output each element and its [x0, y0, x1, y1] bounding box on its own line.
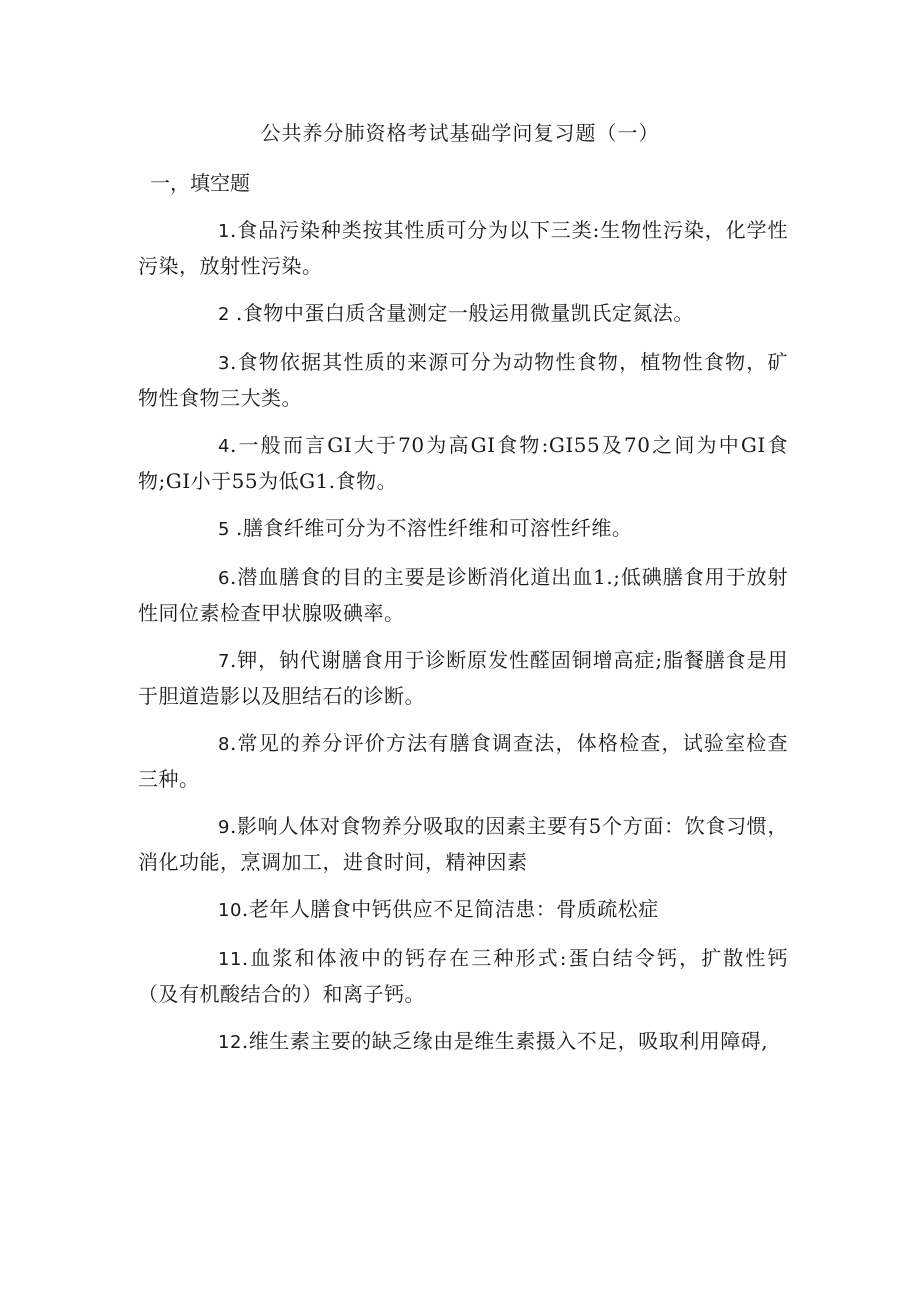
question-number: 8 [218, 734, 230, 755]
question-number: 11 [218, 949, 242, 970]
question-text: .影响人体对食物养分吸取的因素主要有5个方面：饮食习惯，消化功能，烹调加工，进食时间，精神因素 [138, 814, 788, 874]
question-item [138, 428, 788, 498]
question-number: 10 [218, 900, 242, 921]
question-text: .膳食纤维可分为不溶性纤维和可溶性纤维。 [236, 516, 633, 540]
question-item [138, 296, 788, 332]
question-item [138, 809, 788, 879]
document-title: 公共养分肺资格考试基础学问复习题（一） [260, 121, 660, 145]
question-text: .食品污染种类按其性质可分为以下三类:生物性污染，化学性污染，放射性污染。 [138, 218, 788, 278]
question-item [138, 345, 788, 415]
question-number: 2 [218, 304, 230, 325]
question-number: 7 [218, 651, 230, 672]
question-item [138, 1024, 788, 1060]
question-item [138, 560, 788, 630]
question-item [138, 511, 788, 547]
section-heading: 一，填空题 [150, 171, 250, 195]
question-text: .食物依据其性质的来源可分为动物性食物，植物性食物，矿物性食物三大类。 [138, 350, 788, 410]
question-number: 12 [218, 1032, 242, 1053]
question-text: .维生素主要的缺乏缘由是维生素摄入不足，吸取利用障碍, [241, 1029, 769, 1053]
question-item [138, 643, 788, 713]
question-number: 4 [218, 436, 230, 457]
question-number: 3 [218, 353, 230, 374]
question-text: .老年人膳食中钙供应不足简洁患：骨质疏松症 [241, 897, 659, 921]
question-item [138, 892, 788, 928]
question-item [138, 941, 788, 1011]
question-number: 5 [218, 519, 230, 540]
question-number: 9 [218, 817, 230, 838]
question-item [138, 726, 788, 796]
question-text: .血浆和体液中的钙存在三种形式:蛋白结令钙，扩散性钙（及有机酸结合的）和离子钙。 [138, 946, 788, 1006]
question-text: .食物中蛋白质含量测定一般运用微量凯氏定氮法。 [236, 301, 694, 325]
question-text: .钾，钠代谢膳食用于诊断原发性醛固铜增高症;脂餐膳食是用于胆道造影以及胆结石的诊断。 [138, 648, 788, 708]
question-text: .常见的养分评价方法有膳食调查法，体格检查，试验室检查三种。 [138, 731, 788, 791]
question-number: 6 [218, 568, 230, 589]
question-item [138, 213, 788, 283]
question-text: .潜血膳食的目的主要是诊断消化道出血1.;低碘膳食用于放射性同位素检查甲状腺吸碘率。 [138, 565, 788, 625]
question-number: 1 [218, 221, 230, 242]
question-list [138, 213, 788, 1073]
question-text: .一般而言GI大于70为高GI食物:GI55及70之间为中GI食物;GI小于55为低G1.食物。 [138, 433, 788, 493]
